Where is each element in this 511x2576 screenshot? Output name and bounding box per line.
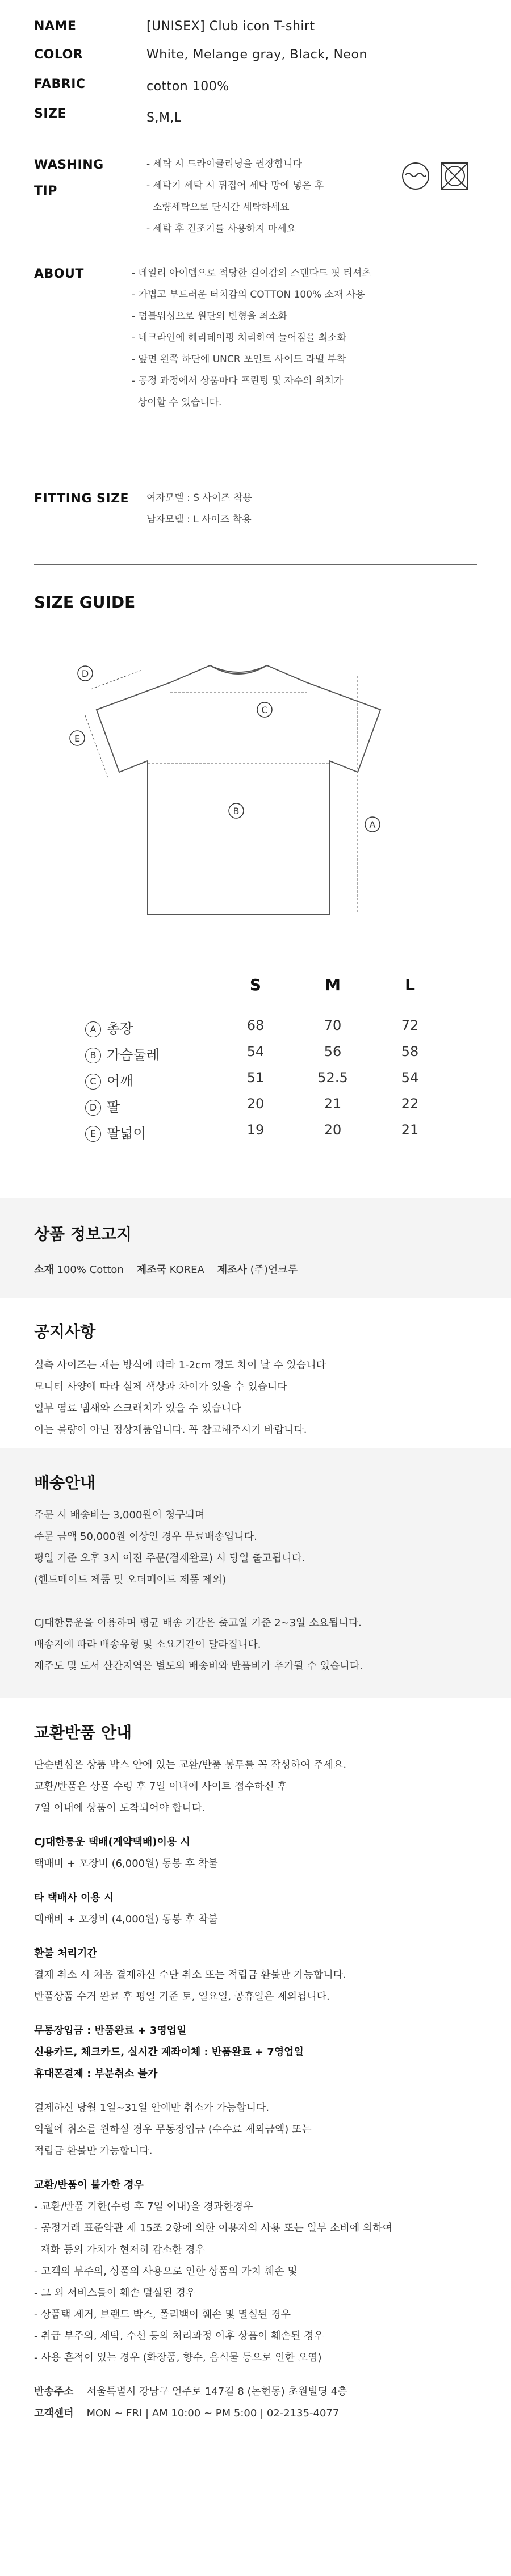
- size-guide-title: SIZE GUIDE: [34, 593, 136, 611]
- washing-line: - 세탁 시 드라이클리닝을 권장합니다: [146, 158, 303, 170]
- about-line: - 가볍고 부드러운 터치감의 COTTON 100% 소재 사용: [132, 289, 365, 300]
- tip-label: TIP: [34, 184, 57, 198]
- cell: 68: [246, 1017, 265, 1033]
- shipping-line: 주문 금액 50,000원 이상인 경우 무료배송입니다.: [34, 1531, 257, 1543]
- shipping-line: 배송지에 따라 배송유형 및 소요기간이 달라집니다.: [34, 1639, 261, 1651]
- shipping-line: 제주도 및 도서 산간지역은 별도의 배송비와 반품비가 추가될 수 있습니다.: [34, 1660, 363, 1672]
- exchange-line: 교환/반품은 상품 수령 후 7일 이내에 사이트 접수하신 후: [34, 1781, 287, 1792]
- name-value: [UNISEX] Club icon T-shirt: [146, 19, 315, 33]
- product-info-line: [34, 1262, 298, 1276]
- cell: 21: [401, 1122, 419, 1138]
- cell: 51: [246, 1070, 265, 1086]
- table-row: [85, 1017, 437, 1040]
- color-label: COLOR: [34, 48, 83, 62]
- address-line: [34, 2381, 483, 2403]
- table-row: [85, 1070, 437, 1092]
- row-label: 어깨: [107, 1073, 133, 1089]
- maker-label: 제조사: [217, 1264, 247, 1276]
- cell: 22: [401, 1096, 419, 1112]
- row-label: 팔넓이: [107, 1125, 146, 1141]
- impossible-line: - 사용 흔적이 있는 경우 (화장품, 향수, 음식물 등으로 인한 오염): [34, 2352, 322, 2364]
- material-label: 소재: [34, 1264, 54, 1276]
- sleeve-length-line: [91, 670, 142, 689]
- maker-value: (주)언크루: [250, 1264, 298, 1276]
- shipping-line: 평일 기준 오후 3시 이전 주문(결제완료) 시 당일 출고됩니다.: [34, 1552, 305, 1564]
- no-tumble-dry-icon: [442, 163, 468, 189]
- spacer: [34, 2162, 483, 2175]
- cell: 56: [324, 1044, 342, 1059]
- wash-care-icons: [401, 161, 471, 191]
- tshirt-diagram: [62, 647, 414, 920]
- spacer: [34, 1930, 483, 1943]
- impossible-line: - 취급 부주의, 세탁, 수선 등의 처리과정 이후 상품이 훼손된 경우: [34, 2330, 324, 2342]
- exchange-line: 단순변심은 상품 박스 안에 있는 교환/반품 봉투를 꼭 작성하여 주세요.: [34, 1759, 347, 1771]
- size-table-header: [85, 975, 437, 998]
- washing-line: 소량세탁으로 단시간 세탁하세요: [146, 202, 290, 213]
- cell: 21: [324, 1096, 342, 1112]
- cell: 58: [401, 1044, 419, 1059]
- impossible-line: 재화 등의 가치가 현저히 감소한 경우: [34, 2244, 205, 2256]
- fitting-label: FITTING SIZE: [34, 492, 129, 506]
- cell: 72: [401, 1017, 419, 1033]
- refund-line: 적립금 환불만 가능합니다.: [34, 2145, 153, 2157]
- table-row: [85, 1096, 437, 1119]
- row-marker: C: [85, 1074, 101, 1090]
- tshirt-outline: [97, 665, 380, 914]
- impossible-line: - 상품택 제거, 브랜드 박스, 폴리백이 훼손 및 멸실된 경우: [34, 2309, 291, 2321]
- notice-line: 모니터 사양에 따라 실제 색상과 차이가 있을 수 있습니다: [34, 1381, 287, 1393]
- washing-line: - 세탁 후 건조기를 사용하지 마세요: [146, 223, 296, 234]
- center-label: 고객센터: [34, 2407, 74, 2419]
- size-value: S,M,L: [146, 111, 182, 125]
- exchange-title: 교환반품 안내: [34, 1723, 132, 1742]
- impossible-line: - 교환/반품 기한(수령 후 7일 이내)을 경과한경우: [34, 2201, 253, 2213]
- notice-line: 이는 불량이 아닌 정상제품입니다. 꼭 참고해주시기 바랍니다.: [34, 1424, 307, 1436]
- product-info-section: [0, 1198, 511, 1298]
- shipping-line: CJ대한통운을 이용하며 평균 배송 기간은 출고일 기준 2~3일 소요됩니다.: [34, 1617, 362, 1629]
- row-marker: E: [85, 1126, 101, 1142]
- about-line: 상이할 수 있습니다.: [132, 397, 222, 408]
- about-label: ABOUT: [34, 267, 84, 281]
- center-value: MON ~ FRI | AM 10:00 ~ PM 5:00 | 02-2135-4077: [86, 2407, 340, 2419]
- address-label: 반송주소: [34, 2386, 74, 2398]
- exchange-body: [34, 1754, 483, 2424]
- column-m: M: [325, 975, 341, 994]
- spacer: [34, 2085, 483, 2097]
- notice-title: 공지사항: [34, 1322, 96, 1341]
- refund-bold-line: 휴대폰결제 : 부분취소 불가: [34, 2068, 158, 2080]
- notice-line: 실측 사이즈는 재는 방식에 따라 1-2cm 정도 차이 날 수 있습니다: [34, 1359, 326, 1371]
- table-row: [85, 1122, 437, 1145]
- size-table: [85, 975, 437, 1157]
- other-courier-title: 타 택배사 이용 시: [34, 1892, 114, 1904]
- refund-line: 반품상품 수거 완료 후 평일 기준 토, 일요일, 공휴일은 제외됩니다.: [34, 1991, 330, 2003]
- notice-list: [34, 1355, 483, 1441]
- about-line: - 앞면 왼쪽 하단에 UNCR 포인트 사이드 라벨 부착: [132, 354, 346, 365]
- about-line: - 공정 과정에서 상품마다 프린팅 및 자수의 위치가: [132, 375, 344, 387]
- marker-b-label: B: [233, 806, 240, 816]
- cell: 70: [324, 1017, 342, 1033]
- marker-e-label: E: [74, 733, 81, 744]
- cell: 19: [246, 1122, 265, 1138]
- shipping-line: (핸드메이드 제품 및 오더메이드 제품 제외): [34, 1574, 227, 1586]
- table-row: [85, 1044, 437, 1066]
- notice-section: [0, 1298, 511, 1448]
- shipping-title: 배송안내: [34, 1473, 96, 1492]
- fitting-line: 남자모델 : L 사이즈 착용: [146, 514, 252, 525]
- other-courier-line: 택배비 + 포장비 (4,000원) 동봉 후 착불: [34, 1913, 218, 1925]
- spacer: [34, 1875, 483, 1887]
- name-label: NAME: [34, 19, 77, 33]
- impossible-title: 교환/반품이 불가한 경우: [34, 2179, 144, 2191]
- about-line: - 데일리 아이템으로 적당한 길이감의 스탠다드 핏 티셔츠: [132, 267, 371, 279]
- notice-line: 일부 염료 냄새와 스크래치가 있을 수 있습니다: [34, 1402, 241, 1414]
- spacer: [34, 2008, 483, 2020]
- washing-line: - 세탁기 세탁 시 뒤집어 세탁 망에 넣은 후: [146, 180, 324, 191]
- refund-bold-line: 신용카드, 체크카드, 실시간 계좌이체 : 반품완료 + 7영업일: [34, 2046, 304, 2058]
- color-value: White, Melange gray, Black, Neon: [146, 48, 367, 62]
- cell: 54: [246, 1044, 265, 1059]
- spacer: [34, 1819, 483, 1832]
- divider: [34, 564, 477, 565]
- fitting-line: 여자모델 : S 사이즈 착용: [146, 492, 252, 504]
- marker-c-label: C: [261, 705, 268, 715]
- impossible-line: - 고객의 부주의, 상품의 사용으로 인한 상품의 가치 훼손 및: [34, 2265, 298, 2277]
- cj-title: CJ대한통운 택배(계약택배)이용 시: [34, 1836, 190, 1848]
- row-label: 가슴둘레: [107, 1047, 160, 1063]
- refund-bold-line: 무통장입금 : 반품완료 + 3영업일: [34, 2025, 187, 2037]
- washing-list: [146, 153, 324, 240]
- center-line: [34, 2403, 483, 2424]
- marker-d-label: D: [81, 668, 89, 679]
- fabric-value: cotton 100%: [146, 79, 229, 94]
- washing-label: WASHING: [34, 158, 104, 172]
- address-value: 서울특별시 강남구 언주로 147길 8 (논현동) 초원빌딩 4층: [86, 2386, 347, 2398]
- shipping-line: 주문 시 배송비는 3,000원이 청구되며: [34, 1509, 205, 1521]
- cell: 52.5: [317, 1070, 348, 1086]
- size-label: SIZE: [34, 107, 67, 121]
- shipping-section: [0, 1448, 511, 1698]
- about-list: [132, 262, 371, 413]
- origin-value: KOREA: [169, 1264, 204, 1276]
- exchange-line: 7일 이내에 상품이 도착되어야 합니다.: [34, 1802, 205, 1814]
- wash-basin-icon: [403, 163, 429, 189]
- row-marker: A: [85, 1021, 101, 1037]
- fitting-list: [146, 487, 252, 530]
- cell: 54: [401, 1070, 419, 1086]
- cell: 20: [246, 1096, 265, 1112]
- refund-line: 결제하신 당월 1일~31일 안에만 취소가 가능합니다.: [34, 2102, 270, 2114]
- origin-label: 제조국: [136, 1264, 166, 1276]
- shipping-list: [34, 1505, 483, 1677]
- column-s: S: [249, 975, 262, 994]
- refund-line: 익월에 취소를 원하실 경우 무통장입금 (수수료 제외금액) 또는: [34, 2123, 312, 2135]
- column-l: L: [405, 975, 415, 994]
- fabric-label: FABRIC: [34, 77, 86, 91]
- row-marker: B: [85, 1048, 101, 1063]
- impossible-line: - 그 외 서비스들이 훼손 멸실된 경우: [34, 2287, 196, 2299]
- row-marker: D: [85, 1100, 101, 1116]
- row-label: 팔: [107, 1099, 120, 1115]
- cell: 20: [324, 1122, 342, 1138]
- refund-line: 결제 취소 시 처음 결제하신 수단 취소 또는 적립금 환불만 가능합니다.: [34, 1969, 346, 1981]
- refund-title: 환불 처리기간: [34, 1947, 97, 1959]
- spacer: [34, 2369, 483, 2381]
- marker-a-label: A: [369, 819, 376, 830]
- cj-line: 택배비 + 포장비 (6,000원) 동봉 후 착불: [34, 1858, 218, 1870]
- material-value: 100% Cotton: [57, 1264, 124, 1276]
- product-info-title: 상품 정보고지: [34, 1225, 132, 1243]
- impossible-line: - 공정거래 표준약관 제 15조 2항에 의한 이용자의 사용 또는 일부 소비에 의하여: [34, 2222, 393, 2234]
- spacer: [34, 1591, 483, 1612]
- exchange-section: [0, 1698, 511, 2576]
- row-label: 총장: [107, 1021, 133, 1037]
- about-line: - 덤블워싱으로 원단의 변형을 최소화: [132, 311, 288, 322]
- about-line: - 네크라인에 헤리테이핑 처리하여 늘어짐을 최소화: [132, 332, 347, 344]
